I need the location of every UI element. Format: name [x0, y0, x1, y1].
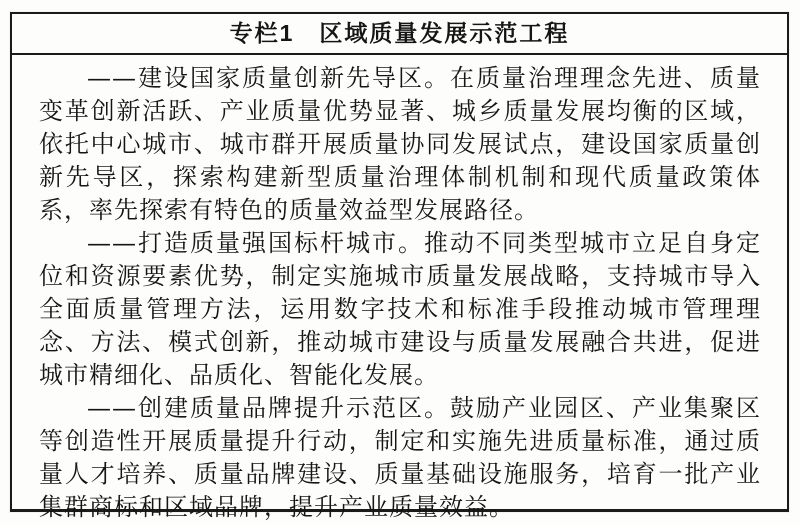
paragraph-innovation-pilot-zones: ——建设国家质量创新先导区。在质量治理理念先进、质量变革创新活跃、产业质量优势显著、城乡质量发展均衡的区域，依托中心城市、城市群开展质量协同发展试点，建设国家质量创新先导区，探索构建新型质量治理体制机制和现代质量政策体系，率先探索有特色的质量效益型发展路径。 — [39, 64, 761, 224]
box-body — [12, 55, 787, 524]
box-title: 专栏1 区域质量发展示范工程 — [12, 14, 787, 55]
feature-column-box — [10, 12, 789, 521]
paragraph-brand-demonstration-areas: ——创建质量品牌提升示范区。鼓励产业园区、产业集聚区等创造性开展质量提升行动，制定和实施先进质量标准，通过质量人才培养、质量品牌建设、质量基础设施服务，培育一批产业集群商标和区域品牌，提升产业质量效益。 — [39, 394, 761, 521]
paragraph-benchmark-cities: ——打造质量强国标杆城市。推动不同类型城市立足自身定位和资源要素优势，制定实施城市质量发展战略，支持城市导入全面质量管理方法，运用数字技术和标准手段推动城市管理理念、方法、模式创新，推动城市建设与质量发展融合共进，促进城市精细化、品质化、智能化发展。 — [39, 229, 761, 389]
